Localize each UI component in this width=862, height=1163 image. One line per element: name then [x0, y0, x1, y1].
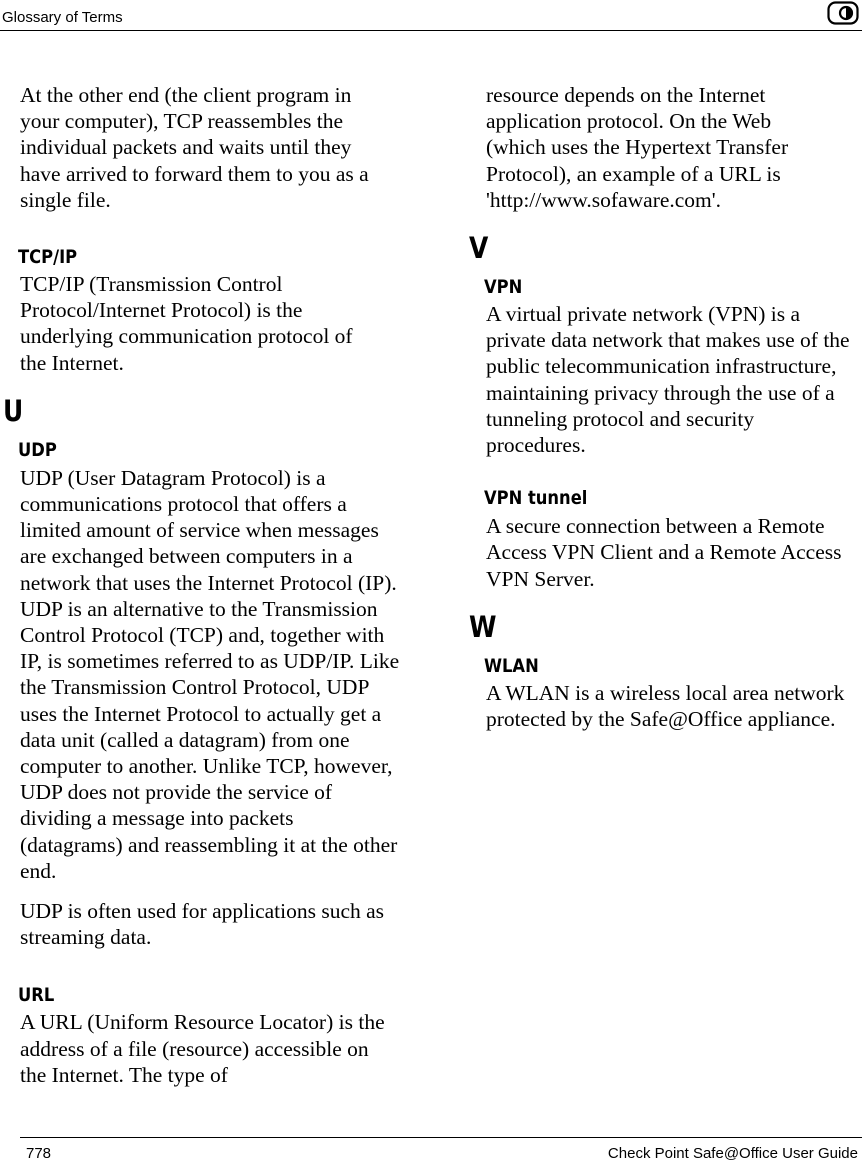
safe-at-office-logo-icon: [827, 1, 859, 25]
term-udp: UDP: [18, 438, 57, 461]
definition-tcpip: TCP/IP (Transmission Control Protocol/Internet Protocol) is the underlying communication protocol of the Internet.: [20, 272, 353, 375]
term-vpn: VPN: [484, 276, 523, 299]
definition-udp-usage: UDP is often used for applications such as streaming data.: [20, 899, 385, 950]
header-title: Glossary of Terms: [2, 9, 123, 26]
section-letter-v: V: [469, 231, 489, 266]
definition-url-continued: resource depends on the Internet application protocol. On the Web (which uses the Hypertext Transfer Protocol), an example of a URL is 'http://www.sofaware.com'.: [486, 83, 789, 212]
definition-wlan: A WLAN is a wireless local area network protected by the Safe@Office appliance.: [486, 680, 845, 732]
right-column: [469, 82, 858, 732]
definition-vpn-tunnel: A secure connection between a Remote Access VPN Client and a Remote Access VPN Server.: [486, 514, 842, 591]
term-tcpip: TCP/IP: [18, 246, 78, 269]
definition-url: A URL (Uniform Resource Locator) is the address of a file (resource) accessible on the Internet. The type of: [20, 1010, 385, 1087]
guide-title: Check Point Safe@Office User Guide: [607, 1145, 858, 1162]
intro-paragraph: At the other end (the client program in your computer), TCP reassembles the individual packets and waits until they have arrived to forward them to you as a single file.: [20, 83, 369, 212]
header-divider: [0, 30, 862, 31]
page-number: 778: [26, 1145, 52, 1162]
section-letter-u: U: [3, 393, 24, 428]
left-column: [3, 82, 400, 1088]
section-letter-w: W: [469, 609, 497, 644]
page-header: [0, 0, 862, 31]
definition-vpn: A virtual private network (VPN) is a private data network that makes use of the public telecommunication infrastructure, maintaining privacy through the use of a tunneling protocol and security procedures.: [486, 302, 850, 458]
footer-divider: [20, 1137, 862, 1138]
term-wlan: WLAN: [484, 654, 539, 677]
term-url: URL: [18, 984, 55, 1007]
term-vpn-tunnel: VPN tunnel: [484, 487, 588, 510]
definition-udp: UDP (User Datagram Protocol) is a communications protocol that offers a limited amount of service when messages are exchanged between computers in a network that uses the Internet Protocol (IP). UDP is an alternative to the Transmission Control Protocol (TCP) and, together with IP, is sometimes referred to as UDP/IP. Like the Transmission Control Protocol, UDP uses the Internet Protocol to actually get a data unit (called a datagram) from one computer to another. Unlike TCP, however, UDP does not provide the service of dividing a message into packets (datagrams) and reassembling it at the other end.: [20, 465, 400, 883]
